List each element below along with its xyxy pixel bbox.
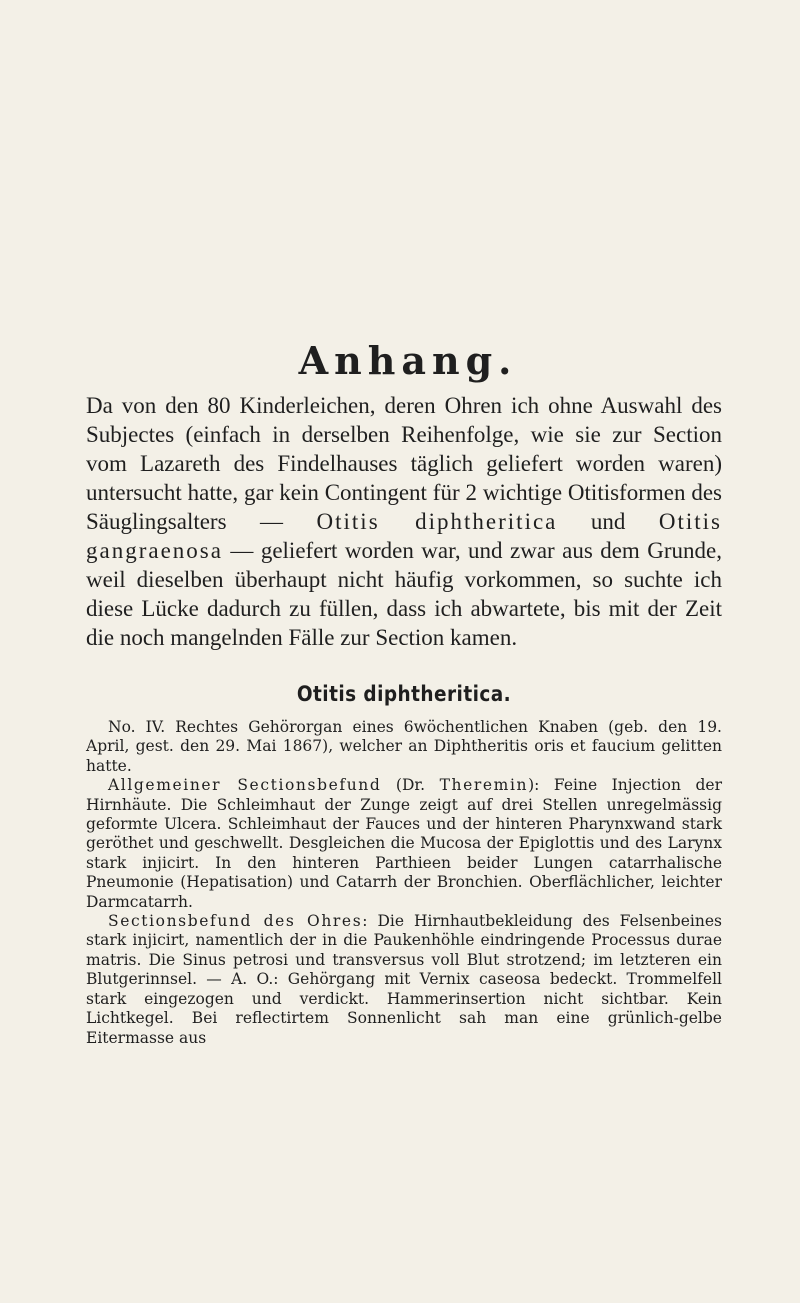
general-findings-label: Allgemeiner Sectionsbefund [108, 776, 382, 795]
general-findings-by: (Dr. [381, 776, 440, 795]
ear-findings [86, 912, 722, 1048]
general-findings [86, 776, 722, 912]
case-intro: No. IV. Rechtes Gehörorgan eines 6wöchentlichen Knaben (geb. den 19. April, gest. den 29. Mai 1867), welcher an Diphtheritis oris et faucium gelitten hatte. [86, 718, 722, 775]
section-heading: Otitis diphtheritica. [296, 682, 512, 706]
general-findings-text: ): Feine Injection der Hirnhäute. Die Schleimhaut der Zunge zeigt auf drei Stellen unregelmässig geformte Ulcera. Schleimhaut der Fauces und der hinteren Pharynxwand stark geröthet und geschwellt. Desgleichen die Mucosa der Epiglottis und des Larynx stark injicirt. In den hinteren Parthieen beider Lungen catarrhalische Pneumonie (Hepatisation) und Catarrh der Bronchien. Oberflächlicher, leichter Darmcatarrh. [86, 776, 722, 911]
intro-text: Da von den 80 Kinderleichen, deren Ohren ich ohne Auswahl des Subjectes (einfach in derselben Reihenfolge, wie sie zur Section vom Lazareth des Findelhauses täglich geliefert worden waren) untersucht hatte, gar kein Contingent für 2 wichtige Otitisformen des Säuglingsalters — [86, 393, 722, 534]
case-report [86, 718, 722, 1048]
intro-and: und [557, 509, 659, 534]
page-body [86, 338, 722, 1048]
ear-findings-text: : Die Hirnhautbekleidung des Felsenbeines stark injicirt, namentlich der in die Paukenhöhle eindringende Processus durae matris. Die Sinus petrosi und transversus voll Blut strotzend; im letzteren ein Blutgerinnsel. — A. O.: Gehörgang mit Vernix caseosa bedeckt. Trommelfell stark eingezogen und verdickt. Hammerinsertion nicht sichtbar. Kein Lichtkegel. Bei reflectirtem Sonnenlicht sah man eine grünlich-gelbe Eitermasse aus [86, 912, 722, 1047]
intro-paragraph [86, 391, 722, 652]
term-otitis-gangraenosa: Otitis gangraenosa [86, 509, 723, 563]
term-otitis-diphtheritica: Otitis diphtheritica [316, 509, 558, 534]
page-title: Anhang. [298, 338, 518, 383]
general-findings-name: Theremin [439, 776, 529, 795]
intro-rest: — geliefert worden war, und zwar aus dem Grunde, weil dieselben überhaupt nicht häufig vorkommen, so suchte ich diese Lücke dadurch zu füllen, dass ich abwartete, bis mit der Zeit die noch mangelnden Fälle zur Section kamen. [86, 538, 722, 650]
ear-findings-label: Sectionsbefund des Ohres [108, 912, 363, 931]
